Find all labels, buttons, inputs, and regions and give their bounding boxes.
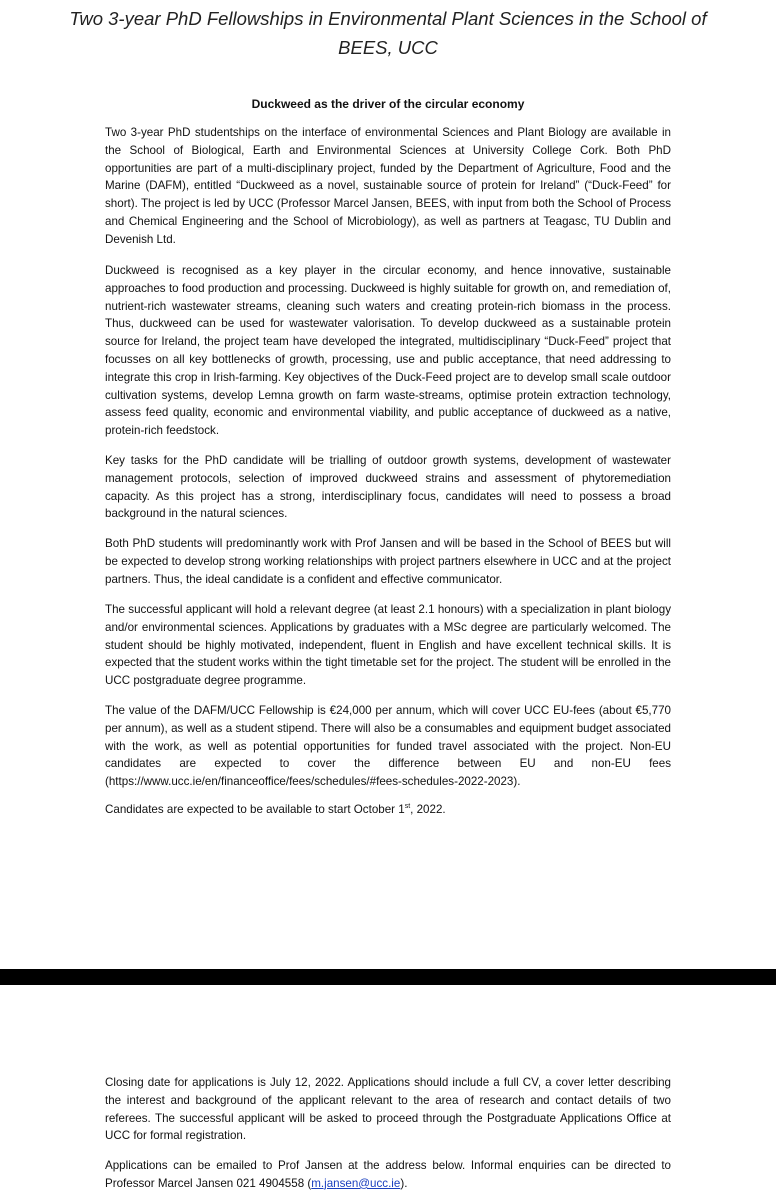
contact-text: Applications can be emailed to Prof Jansen at the address below. Informal enquiries can be directed to Professor Marcel Jansen 021 4904558 ( <box>105 1159 671 1190</box>
paragraph-contact <box>105 1157 671 1193</box>
start-date-year: , 2022. <box>410 803 446 816</box>
paragraph-funding: The value of the DAFM/UCC Fellowship is €24,000 per annum, which will cover UCC EU-fees (about €5,770 per annum), as well as a student stipend. There will also be a consumables and equipment budget associated with the work, as well as potential opportunities for funded travel associated with the project. Non-EU candidates are expected to cover the difference between EU and non-EU fees (https://www.ucc.ie/en/financeoffice/fees/schedules/#fees-schedules-2022-2023). <box>105 704 671 789</box>
email-link[interactable]: m.jansen@ucc.ie <box>311 1176 401 1190</box>
paragraph-closing-date: Closing date for applications is July 12, 2022. Applications should include a full CV, a cover letter describing the interest and background of the applicant relevant to the area of research and contact details of two referees. The successful applicant will be asked to proceed through the Postgraduate Applications Office at UCC for formal registration. <box>105 1076 671 1143</box>
start-date-text: Candidates are expected to be available to start October 1 <box>105 803 405 816</box>
paragraph-intro: Two 3-year PhD studentships on the interface of environmental Sciences and Plant Biology are available in the School of Biological, Earth and Environmental Sciences at University College Cork. Both PhD opportunities are part of a multi-disciplinary project, funded by the Department of Agriculture, Food and the Marine (DAFM), entitled “Duckweed as a novel, sustainable source of protein for Ireland” (“Duck-Feed” for short). The project is led by UCC (Professor Marcel Jansen, BEES, with input from both the School of Process and Chemical Engineering and the School of Microbiology), as well as partners at Teagasc, TU Dublin and Devenish Ltd. <box>105 126 671 246</box>
section-heading: Duckweed as the driver of the circular economy <box>251 97 525 111</box>
paragraph-supervision: Both PhD students will predominantly work with Prof Jansen and will be based in the School of BEES but will be expected to develop strong working relationships with project partners elsewhere in UCC and at the project partners. Thus, the ideal candidate is a confident and effective communicator. <box>105 537 671 586</box>
paragraph-requirements: The successful applicant will hold a relevant degree (at least 2.1 honours) with a specialization in plant biology and/or environmental sciences. Applications by graduates with a MSc degree are particularly welcomed. The student should be highly motivated, independent, fluent in English and have excellent technical skills. It is expected that the student works within the tight timetable set for the project. The student will be enrolled in the UCC postgraduate degree programme. <box>105 603 671 688</box>
paragraph-tasks: Key tasks for the PhD candidate will be trialling of outdoor growth systems, development of wastewater management protocols, selection of improved duckweed strains and assessment of phytoremediation capacity. As this project has a strong, interdisciplinary focus, candidates will need to possess a broad background in the natural sciences. <box>105 454 671 521</box>
document-page-2 <box>0 985 776 1200</box>
paragraph-duckweed: Duckweed is recognised as a key player in the circular economy, and hence innovative, sustainable approaches to food production and processing. Duckweed is highly suitable for growth on, and remediation of, nutrient-rich wastewater streams, cleaning such waters and creating protein-rich biomass in the process. Thus, duckweed can be used for wastewater valorisation. To develop duckweed as a sustainable protein source for Ireland, the project team have developed the integrated, multidisciplinary “Duck-Feed” project that focusses on all key bottlenecks of growth, processing, use and public acceptance, that need addressing to integrate this crop in Irish-farming. Key objectives of the Duck-Feed project are to develop small scale outdoor cultivation systems, develop Lemna growth on farm waste-streams, optimise protein extraction technology, assess feed quality, economic and environmental viability, and public acceptance of duckweed as a native, protein-rich feedstock. <box>105 264 671 438</box>
contact-suffix: ). <box>400 1176 408 1190</box>
paragraph-start-date <box>105 801 671 819</box>
ordinal-suffix: st <box>404 803 411 811</box>
document-title: Two 3-year PhD Fellowships in Environmental Plant Sciences in the School of BEES, UCC <box>69 8 707 58</box>
